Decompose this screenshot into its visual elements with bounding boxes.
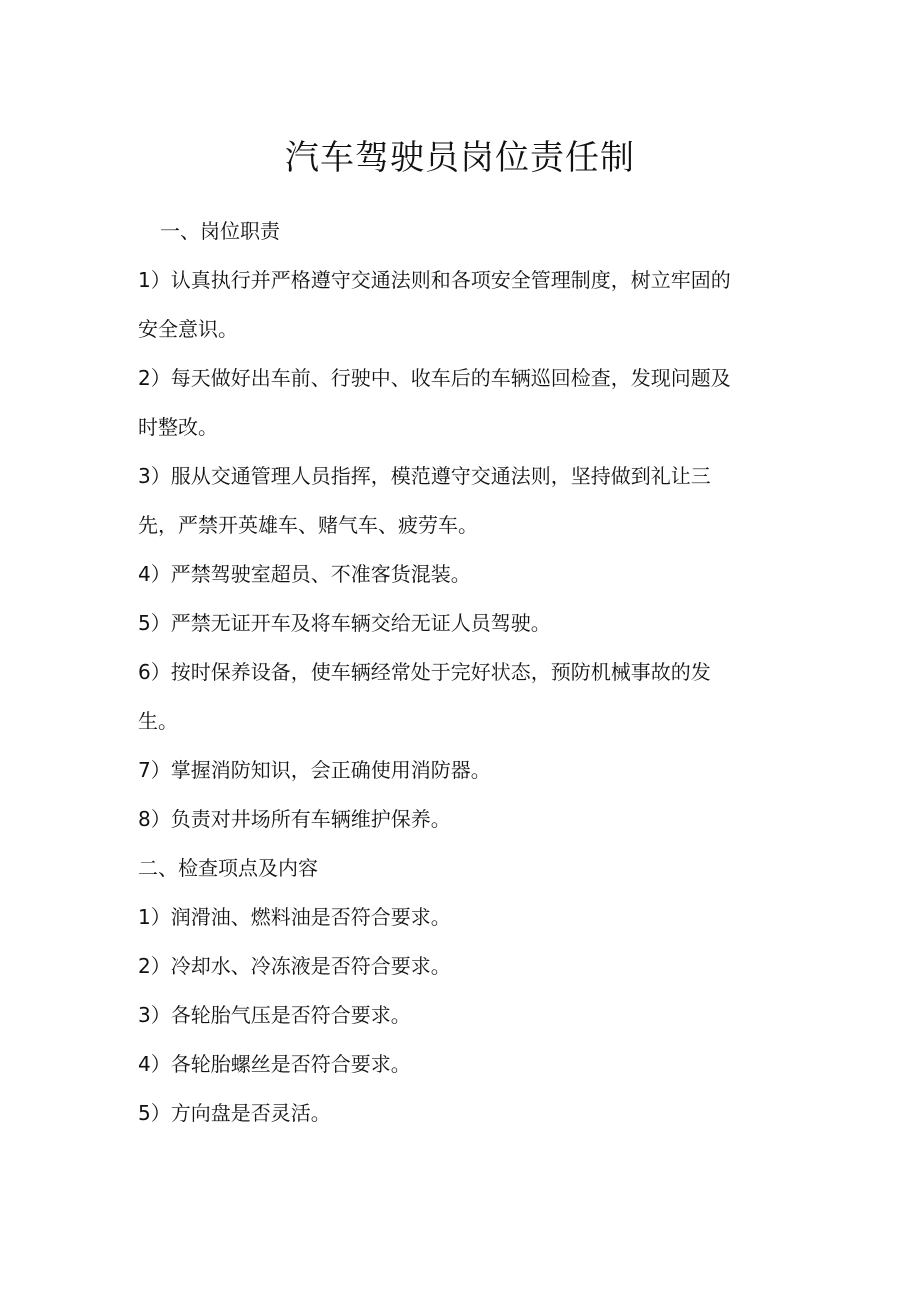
duty-line-3: 3）服从交通管理人员指挥，模范遵守交通法则，坚持做到礼让三 [138,464,711,488]
duty-line-4: 4）严禁驾驶室超员、不准客货混装。 [138,562,471,586]
duty-line-7: 7）掌握消防知识，会正确使用消防器。 [138,758,491,782]
section-heading-duties: 一、岗位职责 [160,219,280,243]
inspection-line-1: 1）润滑油、燃料油是否符合要求。 [138,905,451,929]
duty-line-2-cont: 时整改。 [138,415,218,439]
duty-line-2: 2）每天做好出车前、行驶中、收车后的车辆巡回检查，发现问题及 [138,366,731,390]
inspection-line-2: 2）冷却水、冷冻液是否符合要求。 [138,954,451,978]
inspection-line-3: 3）各轮胎气压是否符合要求。 [138,1003,411,1027]
section-heading-inspection: 二、检查项点及内容 [138,856,318,880]
inspection-line-5: 5）方向盘是否灵活。 [138,1101,331,1125]
duty-line-1: 1）认真执行并严格遵守交通法则和各项安全管理制度，树立牢固的 [138,268,731,292]
duty-line-5: 5）严禁无证开车及将车辆交给无证人员驾驶。 [138,611,551,635]
duty-line-1-cont: 安全意识。 [138,317,238,341]
duty-line-6: 6）按时保养设备，使车辆经常处于完好状态，预防机械事故的发 [138,660,711,684]
duty-line-8: 8）负责对井场所有车辆维护保养。 [138,807,451,831]
inspection-line-4: 4）各轮胎螺丝是否符合要求。 [138,1052,411,1076]
duty-line-3-cont: 先，严禁开英雄车、赌气车、疲劳车。 [138,513,478,537]
page-title: 汽车驾驶员岗位责任制 [285,138,635,178]
duty-line-6-cont: 生。 [138,709,178,733]
